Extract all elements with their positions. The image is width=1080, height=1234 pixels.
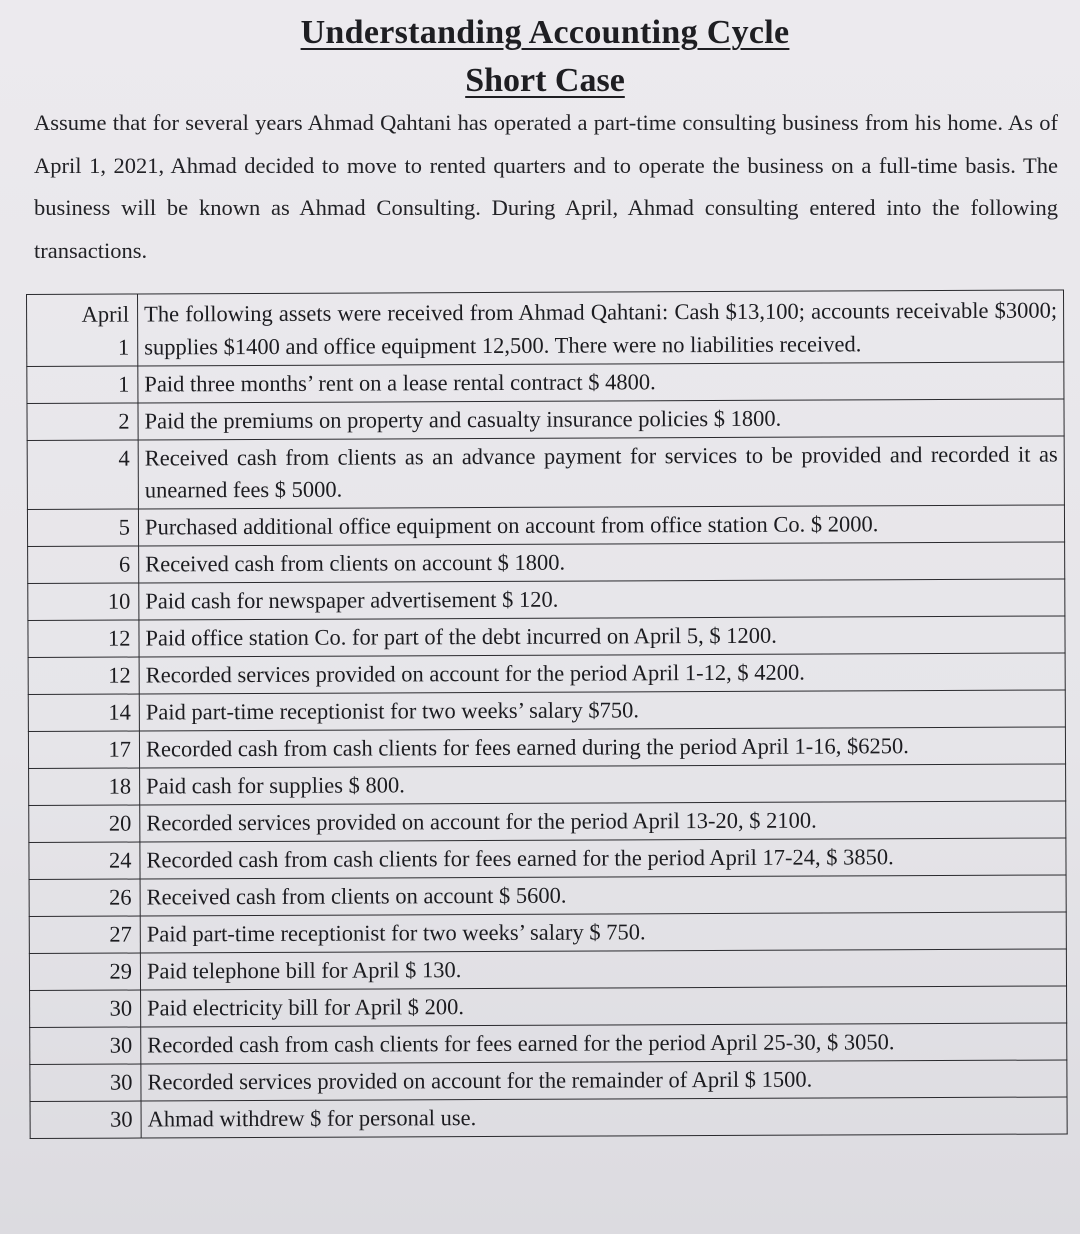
page-subtitle: Short Case [465, 62, 625, 99]
description-cell: The following assets were received from Ahmad Qahtani: Cash $13,100; accounts receivable $3000; supplies $1400 and office equipment 12,500. There were no liabilities received. [138, 290, 1064, 366]
day-cell: 6 [28, 546, 139, 583]
description-cell: Received cash from clients on account $ 5600. [140, 875, 1066, 916]
description-cell: Paid cash for newspaper advertisement $ 120. [139, 579, 1065, 620]
day-cell: 5 [27, 509, 138, 546]
month-label: April [81, 301, 130, 327]
day-cell: 18 [29, 768, 140, 805]
description-cell: Paid the premiums on property and casualty insurance policies $ 1800. [138, 399, 1064, 440]
table-row [29, 838, 1066, 880]
table-row [27, 362, 1064, 404]
table-row [29, 912, 1066, 954]
day-cell: 20 [29, 805, 140, 842]
day-cell: 10 [28, 583, 139, 620]
description-cell: Recorded cash from cash clients for fees earned for the period April 17-24, $ 3850. [140, 838, 1066, 879]
table-row [30, 1023, 1067, 1065]
description-cell: Recorded cash from cash clients for fees earned during the period April 1-16, $6250. [139, 727, 1065, 768]
day-cell: 30 [30, 1101, 141, 1138]
table-row [28, 542, 1065, 584]
day-cell: 27 [29, 916, 140, 953]
day-cell: 17 [28, 731, 139, 768]
description-cell: Recorded cash from cash clients for fees earned for the period April 25-30, $ 3050. [141, 1023, 1067, 1064]
day-cell: 24 [29, 842, 140, 879]
date-cell [27, 294, 138, 366]
table-row [27, 436, 1064, 510]
table-row [27, 399, 1064, 441]
day-cell: 12 [28, 657, 139, 694]
description-cell: Recorded services provided on account for the remainder of April $ 1500. [141, 1060, 1067, 1101]
table-row [27, 290, 1064, 367]
day-cell: 1 [27, 366, 138, 403]
intro-paragraph: Assume that for several years Ahmad Qahtani has operated a part-time consulting business from his home. As of April 1, 2021, Ahmad decided to move to rented quarters and to operate the business on a full-time basis. The business will be known as Ahmad Consulting. During April, Ahmad consulting entered into the following transactions. [34, 110, 1058, 263]
description-cell: Paid part-time receptionist for two weeks’ salary $ 750. [140, 912, 1066, 953]
table-row [29, 875, 1066, 917]
table-row [30, 1060, 1067, 1102]
description-cell: Recorded services provided on account for the period April 1-12, $ 4200. [139, 653, 1065, 694]
description-cell: Paid three months’ rent on a lease rental contract $ 4800. [138, 362, 1064, 403]
description-cell: Recorded services provided on account for the period April 13-20, $ 2100. [140, 801, 1066, 842]
day-label: 1 [117, 334, 130, 360]
table-row [28, 690, 1065, 732]
day-cell: 2 [27, 403, 138, 440]
table-row [27, 505, 1064, 547]
table-row [28, 653, 1065, 695]
table-row [28, 616, 1065, 658]
description-cell: Purchased additional office equipment on account from office station Co. $ 2000. [138, 505, 1064, 546]
table-row [30, 986, 1067, 1028]
day-cell: 29 [29, 953, 140, 990]
transactions-table-wrapper [26, 289, 1070, 1139]
table-row [28, 579, 1065, 621]
transactions-table [26, 289, 1068, 1139]
table-row [29, 801, 1066, 843]
description-cell: Paid telephone bill for April $ 130. [140, 949, 1066, 990]
day-cell: 30 [30, 990, 141, 1027]
description-cell: Paid part-time receptionist for two weeks’ salary $750. [139, 690, 1065, 731]
day-cell: 30 [30, 1027, 141, 1064]
description-cell: Paid electricity bill for April $ 200. [141, 986, 1067, 1027]
table-row [28, 727, 1065, 769]
description-cell: Received cash from clients as an advance payment for services to be provided and recorded it as unearned fees $ 5000. [138, 436, 1064, 509]
day-cell: 14 [28, 694, 139, 731]
day-cell: 30 [30, 1064, 141, 1101]
table-row [29, 764, 1066, 806]
day-cell: 26 [29, 879, 140, 916]
description-cell: Received cash from clients on account $ 1800. [139, 542, 1065, 583]
day-cell: 4 [27, 440, 138, 509]
description-cell: Paid cash for supplies $ 800. [140, 764, 1066, 805]
description-cell: Paid office station Co. for part of the debt incurred on April 5, $ 1200. [139, 616, 1065, 657]
description-cell: Ahmad withdrew $ for personal use. [141, 1097, 1067, 1138]
table-row [29, 949, 1066, 991]
table-row [30, 1097, 1067, 1139]
day-cell: 12 [28, 620, 139, 657]
page-title: Understanding Accounting Cycle [300, 14, 790, 51]
